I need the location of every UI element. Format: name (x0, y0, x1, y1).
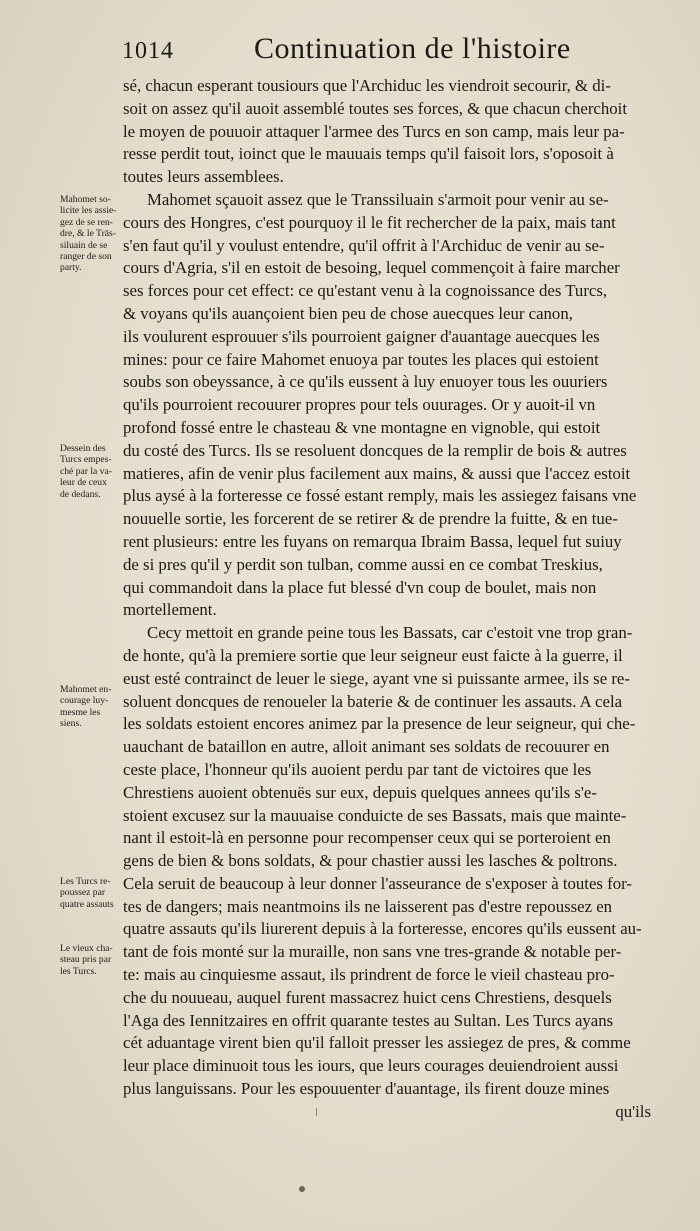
text-line: uauchant de bataillon en autre, alloit animant ses soldats de recouurer en (123, 737, 610, 757)
text-line: stoient excusez sur la mauuaise conduicte de ses Bassats, mais que mainte- (123, 805, 627, 825)
margin-note-line: Turcs empes- (60, 454, 112, 466)
margin-note-line: siluain de se (60, 239, 108, 251)
text-line: leur place diminuoit tous les iours, que leurs courages deuiendroient aussi (123, 1056, 619, 1076)
margin-note-line: dre, & le Trās- (60, 228, 116, 240)
margin-note-line: quatre assauts (60, 898, 114, 910)
text-line: rent plusieurs: entre les fuyans on remarqua Ibraim Bassa, lequel fut suiuy (123, 531, 622, 551)
margin-note-line: Le vieux cha- (60, 943, 113, 954)
text-line: ses forces pour cet effect: ce qu'estant venu à la cognoissance des Turcs, (123, 281, 608, 301)
text-line: qui commandoit dans la place fut blessé d'vn coup de boulet, mais non (123, 577, 597, 597)
text-line: plus aysé à la forteresse ce fossé estant remply, mais les assiegez faisans vne (123, 486, 637, 506)
text-line: plus languissans. Pour les espouuenter d'auantage, ils firent douze mines (123, 1079, 610, 1099)
text-line: quatre assauts qu'ils liurerent depuis à la forteresse, encores qu'ils eussent au- (123, 919, 642, 939)
page-mark (316, 1108, 317, 1116)
margin-note-line: licite les assie- (60, 205, 117, 217)
text-line: nouuelle sortie, les forcerent de se retirer & de prendre la fuitte, & en tue- (123, 509, 618, 529)
text-line: te: mais au cinquiesme assaut, ils prindrent de force le vieil chasteau pro- (123, 965, 615, 985)
text-line: nant il estoit-là en personne pour recompenser ceux qui se porteroient en (123, 828, 611, 848)
text-line: qu'ils (615, 1101, 651, 1121)
text-line: qu'ils pourroient recouurer propres pour tels ouurages. Or y auoit-il vn (123, 395, 596, 415)
margin-note-line: poussez par (60, 887, 106, 899)
text-line: cét aduantage virent bien qu'il falloit presser les assiegez de pres, & comme (123, 1033, 631, 1053)
margin-note-line: Les Turcs re- (60, 876, 111, 887)
text-line: le moyen de pouuoir attaquer l'armee des Turcs en son camp, mais leur pa- (123, 121, 625, 141)
page-dot (299, 1186, 305, 1192)
text-line: tant de fois monté sur la muraille, non sans vne tres-grande & notable per- (123, 942, 622, 962)
text-line: gens de bien & bons soldats, & pour chastier aussi les lasches & poltrons. (123, 851, 618, 871)
text-line: de si pres qu'il y perdit son tulban, comme aussi en ce combat Treskius, (123, 554, 603, 574)
margin-note (60, 443, 134, 500)
margin-note-line: mesme les (60, 706, 101, 718)
margin-note-line: gez de se ren- (60, 216, 113, 228)
margin-note-line: Dessein des (60, 443, 106, 454)
text-line: mortellement. (123, 600, 217, 620)
margin-note-line: ché par la va- (60, 465, 112, 477)
margin-note-line: les Turcs. (60, 965, 97, 977)
text-line: soubs son obeyssance, à ce qu'ils eussent à luy enuoyer tous les ouuriers (123, 372, 608, 392)
text-line: ils voulurent esprouuer s'ils pourroient gaigner d'auantage auecques les (123, 326, 600, 346)
running-head (122, 26, 571, 66)
text-line: eust esté contrainct de leuer le siege, ayant vne si puissante armee, ils se re- (123, 668, 630, 688)
text-line: ceste place, l'honneur qu'ils auoient perdu par tant de victoires que les (123, 759, 592, 779)
margin-note (60, 876, 134, 910)
margin-note-line: Mahomet en- (60, 684, 112, 695)
margin-note-line: Mahomet so- (60, 194, 111, 205)
running-title: Continuation de l'histoire (254, 32, 571, 65)
text-line: cours des Hongres, c'est pourquoy il le fit rechercher de la paix, mais tant (123, 212, 616, 232)
text-line: toutes leurs assemblees. (123, 167, 284, 187)
text-line: & voyans qu'ils auançoient bien peu de chose auecques leur canon, (123, 303, 573, 323)
text-line: de honte, qu'à la premiere sortie que leur seigneur eust faicte à la guerre, il (123, 645, 623, 665)
text-line: les soldats estoient encores animez par la presence de leur seigneur, qui che- (123, 714, 636, 734)
text-line: Cela seruit de beaucoup à leur donner l'asseurance de s'exposer à toutes for- (123, 873, 632, 893)
margin-note-line: steau pris par (60, 954, 112, 966)
text-line: Cecy mettoit en grande peine tous les Bassats, car c'estoit vne trop gran- (147, 623, 633, 643)
margin-note-line: siens. (60, 718, 82, 730)
text-line: resse perdit tout, ioinct que le mauuais temps qu'il faisoit lors, s'oposoit à (123, 144, 614, 164)
margin-note-line: courage luy- (60, 695, 109, 707)
body-text (123, 75, 651, 1124)
text-line: tes de dangers; mais neantmoins ils ne laisserent pas d'estre repoussez en (123, 896, 613, 916)
margin-note-line: de dedans. (60, 488, 101, 500)
text-line: Chrestiens auoient obtenuës sur eux, depuis quelques annees qu'ils s'e- (123, 782, 597, 802)
text-line: soluent doncques de renoueler la baterie & de continuer les assauts. A cela (123, 691, 623, 711)
margin-note-line: leur de ceux (60, 477, 107, 489)
page-number: 1014 (122, 38, 174, 64)
text-line: sé, chacun esperant tousiours que l'Archiduc les viendroit secourir, & di- (123, 76, 611, 95)
text-line: cours d'Agria, s'il en estoit de besoing, lequel commençoit à faire marcher (123, 258, 620, 278)
text-line: Mahomet sçauoit assez que le Transsiluain s'armoit pour venir au se- (147, 189, 609, 209)
margin-note (60, 684, 134, 730)
text-line: du costé des Turcs. Ils se resoluent doncques de la remplir de bois & autres (123, 440, 627, 460)
text-line: matieres, afin de venir plus facilement aux mains, & aussi que l'accez estoit (123, 463, 631, 483)
text-line: l'Aga des Iennitzaires en offrit quarante testes au Sultan. Les Turcs ayans (123, 1010, 614, 1030)
text-line: profond fossé entre le chasteau & vne montagne en vignoble, qui estoit (123, 417, 601, 437)
text-line: s'en faut qu'il y voulust entendre, qu'il offrit à l'Archiduc de venir au se- (123, 235, 605, 255)
text-line: che du nouueau, auquel furent massacrez huict cens Chrestiens, desquels (123, 987, 612, 1007)
margin-note-line: ranger de son (60, 251, 112, 263)
margin-note (60, 194, 134, 274)
margin-note-line: party. (60, 262, 82, 274)
text-line: soit on assez qu'il auoit assemblé toutes ses forces, & que chacun cherchoit (123, 98, 627, 118)
margin-note (60, 943, 134, 977)
text-line: mines: pour ce faire Mahomet enuoya par toutes les places qui estoient (123, 349, 599, 369)
